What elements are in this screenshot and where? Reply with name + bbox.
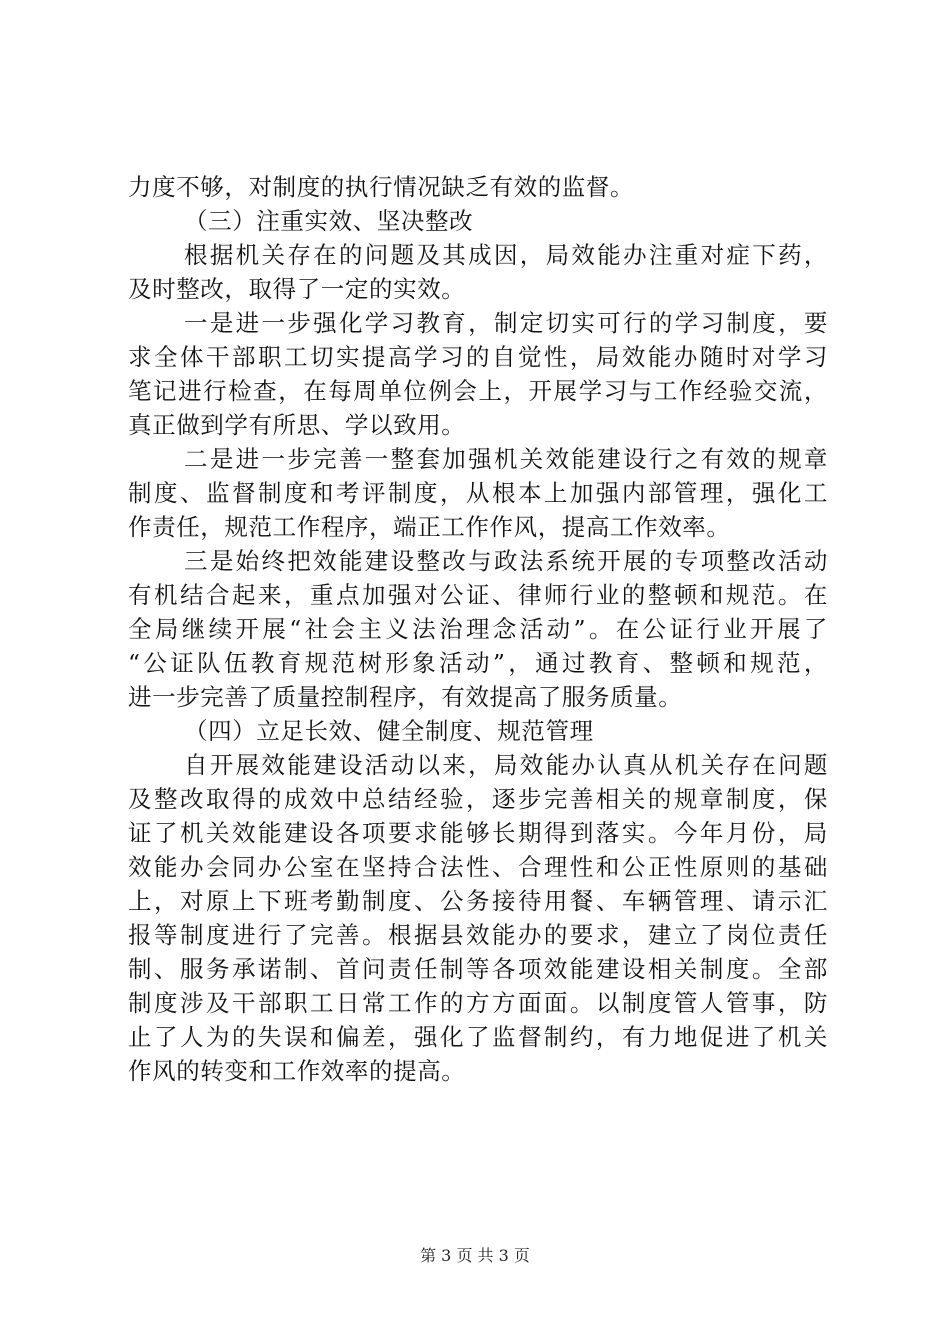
- text-line-14: 全局继续开展“社会主义法治理念活动”。在公证行业开展了: [128, 615, 828, 643]
- text-line-1: 力度不够，对制度的执行情况缺乏有效的监督。: [128, 173, 635, 201]
- text-line-26: 止了人为的失误和偏差，强化了监督制约，有力地促进了机关: [128, 1023, 828, 1051]
- page-number-label: 第 3 页 共 3 页: [420, 1246, 530, 1265]
- text-line-22: 上，对原上下班考勤制度、公务接待用餐、车辆管理、请示汇: [128, 887, 828, 915]
- section-heading-3: （三）注重实效、坚决整改: [184, 207, 474, 235]
- text-line-16: 进一步完善了质量控制程序，有效提高了服务质量。: [128, 683, 683, 711]
- text-line-3: 根据机关存在的问题及其成因，局效能办注重对症下药，: [184, 241, 828, 269]
- text-line-9: 二是进一步完善一整套加强机关效能建设行之有效的规章: [184, 445, 828, 473]
- text-line-24: 制、服务承诺制、首问责任制等各项效能建设相关制度。全部: [128, 955, 828, 983]
- text-line-21: 效能办会同办公室在坚持合法性、合理性和公正性原则的基础: [128, 853, 828, 881]
- text-line-6: 求全体干部职工切实提高学习的自觉性，局效能办随时对学习: [128, 343, 828, 371]
- text-line-19: 及整改取得的成效中总结经验，逐步完善相关的规章制度，保: [128, 785, 828, 813]
- text-line-7: 笔记进行检查，在每周单位例会上，开展学习与工作经验交流，: [128, 377, 828, 405]
- text-line-8: 真正做到学有所思、学以致用。: [128, 411, 466, 439]
- body-text: [128, 170, 828, 1088]
- section-heading-4: （四）立足长效、健全制度、规范管理: [184, 717, 594, 745]
- text-line-15: “公证队伍教育规范树形象活动”，通过教育、整顿和规范，: [128, 649, 828, 677]
- text-line-5: 一是进一步强化学习教育，制定切实可行的学习制度，要: [184, 309, 828, 337]
- text-line-18: 自开展效能建设活动以来，局效能办认真从机关存在问题: [184, 751, 828, 779]
- text-line-13: 有机结合起来，重点加强对公证、律师行业的整顿和规范。在: [128, 581, 828, 609]
- page-footer: [0, 1244, 950, 1268]
- text-line-23: 报等制度进行了完善。根据县效能办的要求，建立了岗位责任: [128, 921, 828, 949]
- text-line-11: 作责任，规范工作程序，端正工作作风，提高工作效率。: [128, 513, 731, 541]
- text-line-4: 及时整改，取得了一定的实效。: [128, 275, 466, 303]
- text-line-10: 制度、监督制度和考评制度，从根本上加强内部管理，强化工: [128, 479, 828, 507]
- text-line-27: 作风的转变和工作效率的提高。: [128, 1057, 466, 1085]
- text-line-20: 证了机关效能建设各项要求能够长期得到落实。今年月份，局: [128, 819, 828, 847]
- text-line-25: 制度涉及干部职工日常工作的方方面面。以制度管人管事，防: [128, 989, 828, 1017]
- text-line-12: 三是始终把效能建设整改与政法系统开展的专项整改活动: [184, 547, 828, 575]
